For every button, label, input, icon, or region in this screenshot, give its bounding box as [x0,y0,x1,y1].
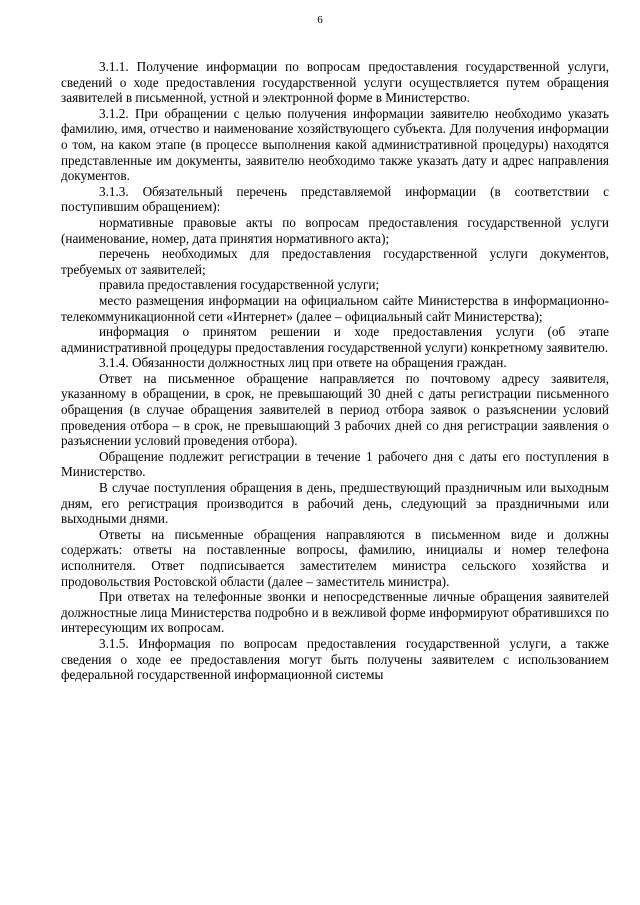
list-item-website-info: место размещения информации на официальном сайте Министерства в информационно-телекоммуникационной сети «Интернет» (далее – официальный сайт Министерства); [61,292,609,324]
list-item-required-documents: перечень необходимых для предоставления государственной услуги документов, требуемых от заявителей; [61,246,609,277]
paragraph-written-answers: Ответы на письменные обращения направляются в письменном виде и должны содержать: ответы на поставленные вопросы, фамилию, инициалы и номер телефона исполнителя. Ответ подписывается заместителем министра сельского хозяйства и продовольствия Ростовской области (далее – заместитель министра). [61,526,609,589]
paragraph-3-1-4: 3.1.4. Обязанности должностных лиц при ответе на обращения граждан. [99,355,507,371]
list-item-service-rules: правила предоставления государственной услуги; [99,277,380,293]
paragraph-phone-answers: При ответах на телефонные звонки и непосредственные личные обращения заявителей должностные лица Министерства подробно и в вежливой форме информируют обратившихся по интересующим их вопросам. [61,589,609,636]
paragraph-3-1-5: 3.1.5. Информация по вопросам предоставления государственной услуги, а также сведения о ходе ее предоставления могут быть получены заявителем с использованием федеральной государственной информационной системы [61,635,609,683]
paragraph-3-1-1: 3.1.1. Получение информации по вопросам предоставления государственной услуги, сведений о ходе предоставления государственной услуги осуществляется путем обращения заявителей в письменной, устной и электронной форме в Министерство. [61,59,609,106]
list-item-normative-acts: нормативные правовые акты по вопросам предоставления государственной услуги (наименование, номер, дата принятия нормативного акта); [61,214,609,246]
paragraph-3-1-3: 3.1.3. Обязательный перечень представляемой информации (в соответствии с поступившим обращением): [61,183,609,215]
paragraph-holiday-registration: В случае поступления обращения в день, предшествующий праздничным или выходным дням, его регистрация производится в рабочий день, следующий за праздничными или выходными днями. [61,480,609,527]
page-number: 6 [317,14,323,26]
document-body [61,59,609,683]
paragraph-written-reply: Ответ на письменное обращение направляется по почтовому адресу заявителя, указанному в обращении, в срок, не превышающий 30 дней с даты регистрации письменного обращения (в случае обращения заявителей в период отбора заявок о разъяснении условий проведения отбора – в срок, не превышающий 3 рабочих дней со дня регистрации заявления о разъяснении условий проведения отбора). [61,370,609,449]
list-item-decision-info: информация о принятом решении и ходе предоставления услуги (об этапе административной процедуры предоставления государственной услуги) конкретному заявителю. [61,324,609,355]
paragraph-registration: Обращение подлежит регистрации в течение 1 рабочего дня с даты его поступления в Министерство. [61,448,609,480]
paragraph-3-1-2: 3.1.2. При обращении с целью получения информации заявителю необходимо указать фамилию, имя, отчество и наименование хозяйствующего субъекта. Для получения информации о том, на каком этапе (в процессе выполнения какой административной процедуры) находятся представленные им документы, заявителю необходимо также указать дату и адрес направления документов. [61,105,609,184]
